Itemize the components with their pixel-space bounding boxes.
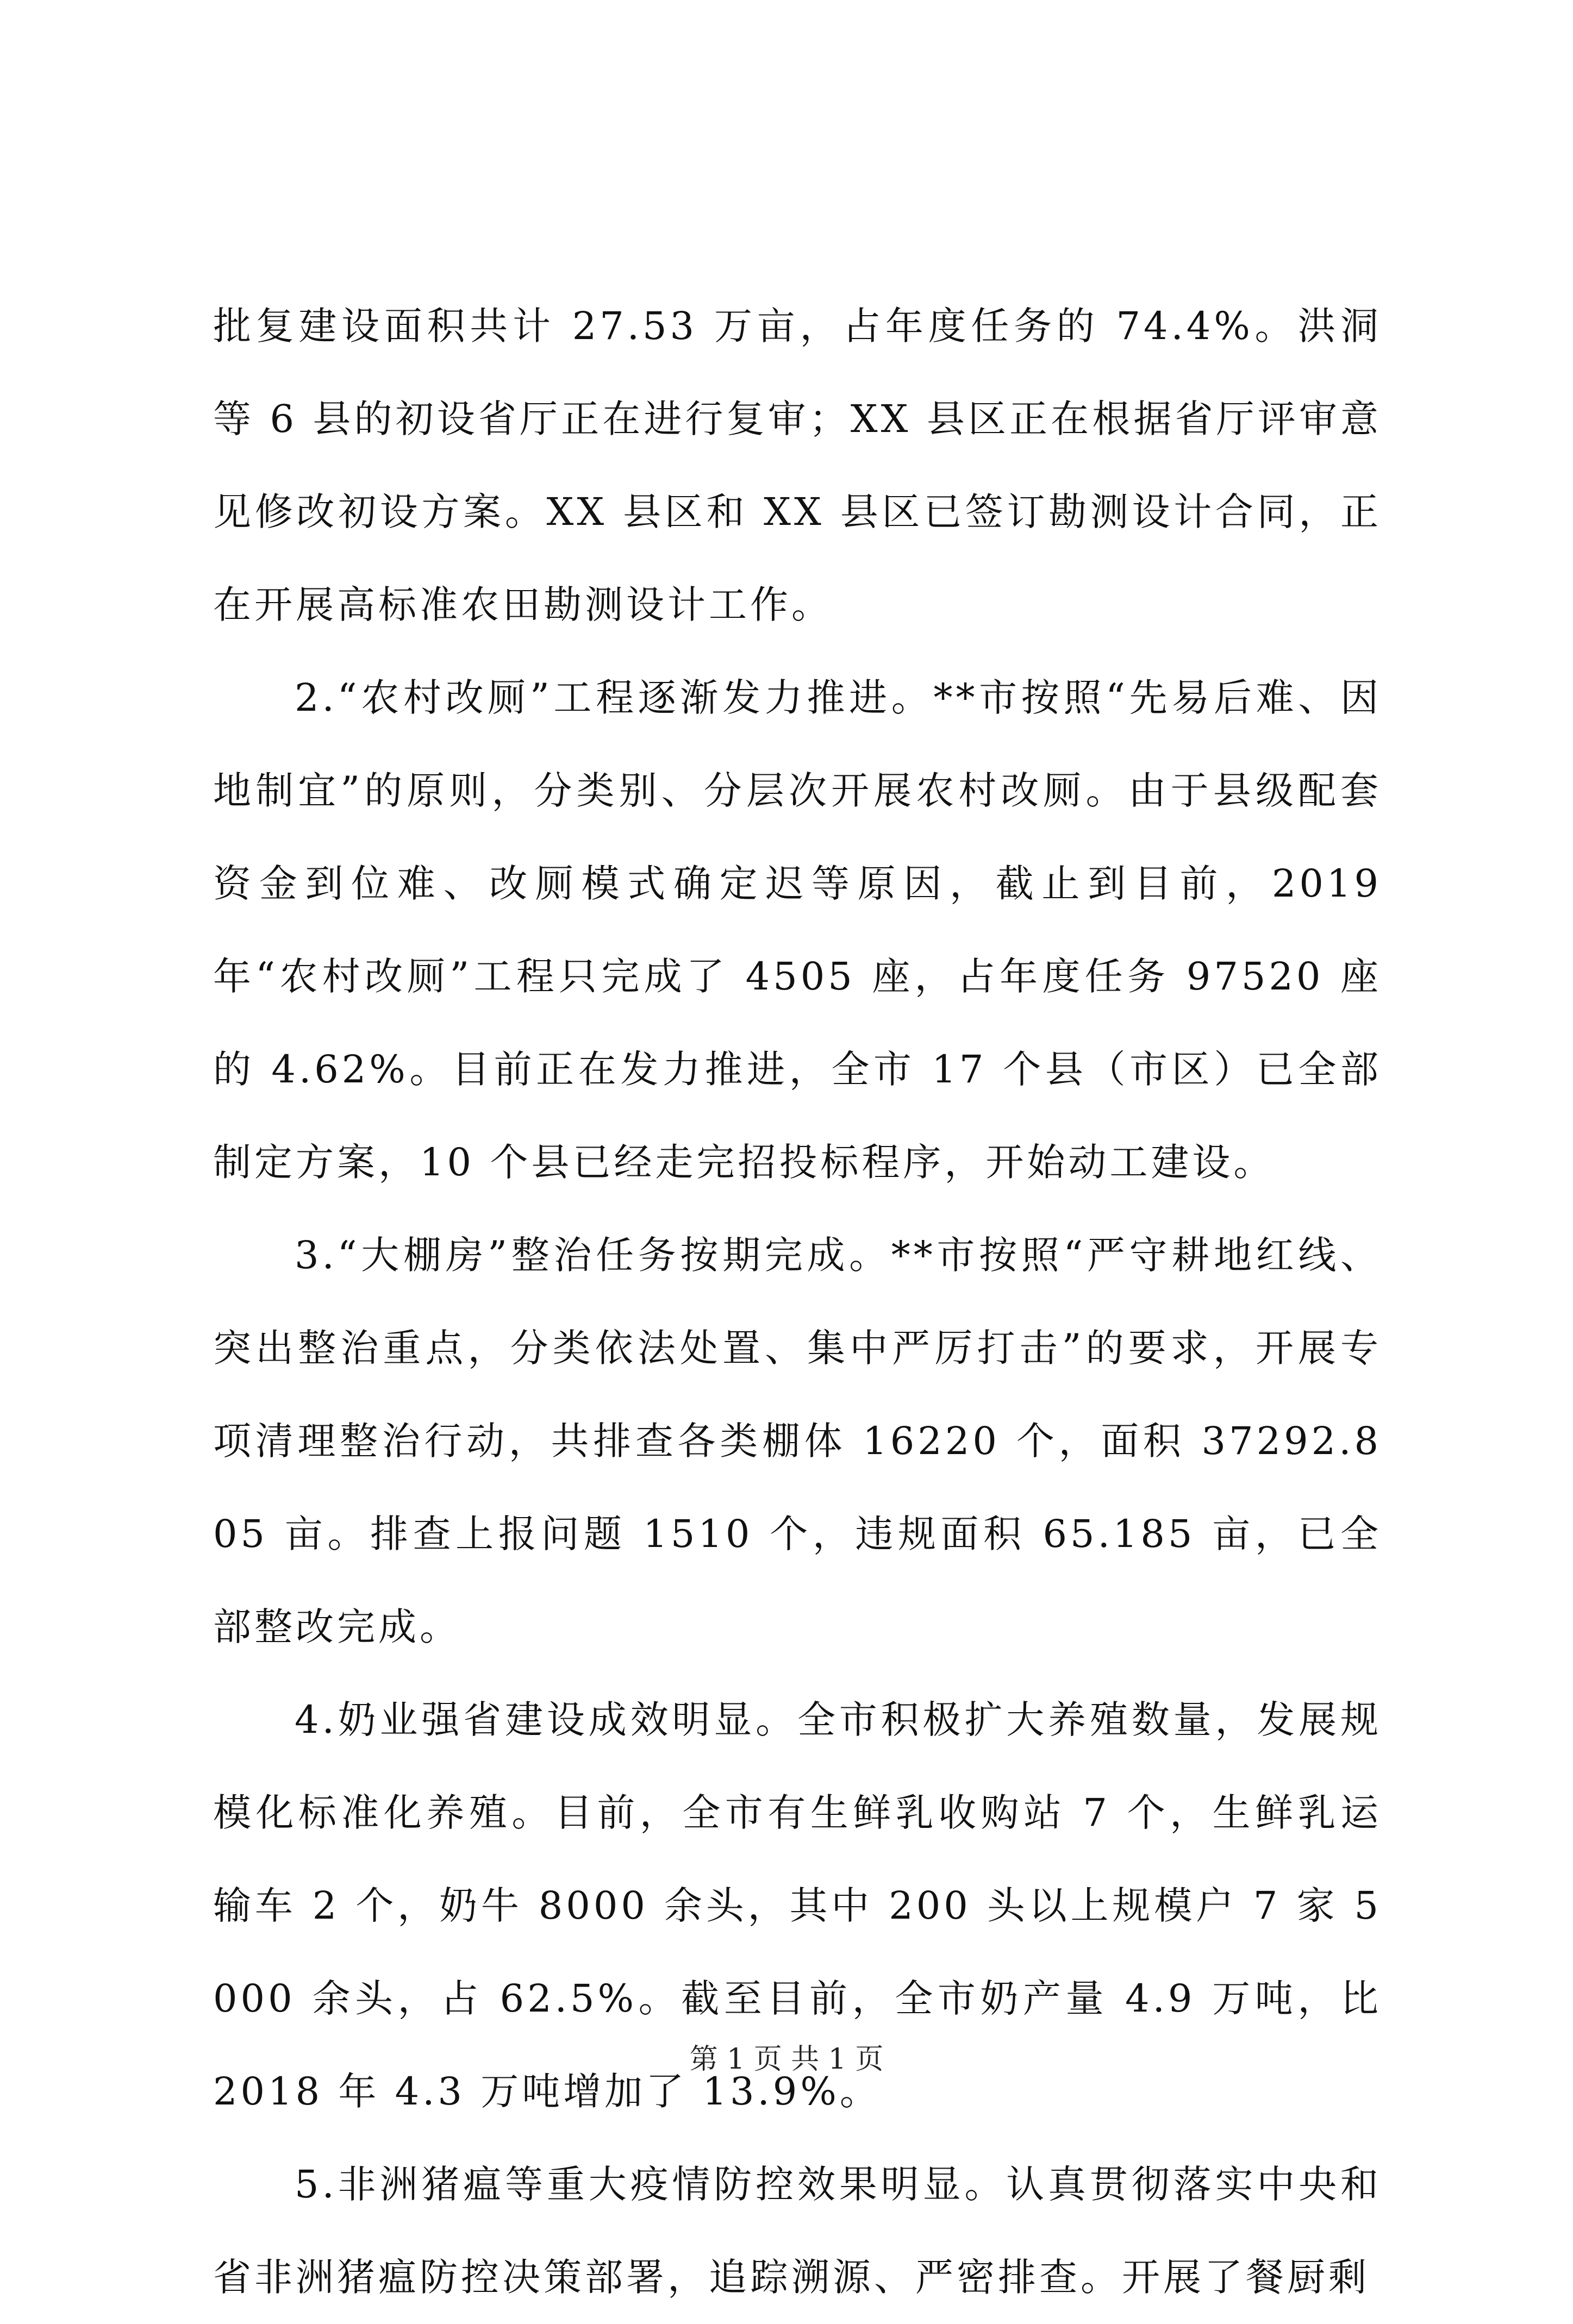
paragraph-swine-fever-control: 5.非洲猪瘟等重大疫情防控效果明显。认真贯彻落实中央和省非洲猪瘟防控决策部署，追踪溯源、严密排查。开展了餐厨剩 bbox=[213, 2162, 1382, 2300]
paragraph-dairy-industry: 4.奶业强省建设成效明显。全市积极扩大养殖数量，发展规模化标准化养殖。目前，全市有生鲜乳收购站 7 个，生鲜乳运输车 2 个，奶牛 8000 余头，其中 200 头以上规模户 7 家 5000 余头，占 62.5%。截至目前，全市奶产量 4.9 万吨，比 2018 年 4.3 万吨增加了 13.9%。 bbox=[213, 1697, 1382, 2114]
page-footer: 第 1 页 共 1 页 bbox=[689, 2043, 884, 2076]
paragraph-greenhouse-rectification: 3.“大棚房”整治任务按期完成。**市按照“严守耕地红线、突出整治重点，分类依法处置、集中严厉打击”的要求，开展专项清理整治行动，共排查各类棚体 16220 个，面积 37292.805 亩。排查上报问题 1510 个，违规面积 65.185 亩，已全部整改完成。 bbox=[213, 1233, 1382, 1649]
paragraph-continuation: 批复建设面积共计 27.53 万亩，占年度任务的 74.4%。洪洞等 6 县的初设省厅正在进行复审；XX 县区正在根据省厅评审意见修改初设方案。XX 县区和 XX 县区已签订勘测设计合同，正在开展高标准农田勘测设计工作。 bbox=[213, 304, 1382, 627]
paragraph-rural-toilet-renovation: 2.“农村改厕”工程逐渐发力推进。**市按照“先易后难、因地制宜”的原则，分类别、分层次开展农村改厕。由于县级配套资金到位难、改厕模式确定迟等原因，截止到目前，2019 年“农村改厕”工程只完成了 4505 座，占年度任务 97520 座的 4.62%。目前正在发力推进，全市 17 个县（市区）已全部制定方案，10 个县已经走完招投标程序，开始动工建设。 bbox=[213, 675, 1382, 1185]
document-body bbox=[213, 280, 1382, 2324]
